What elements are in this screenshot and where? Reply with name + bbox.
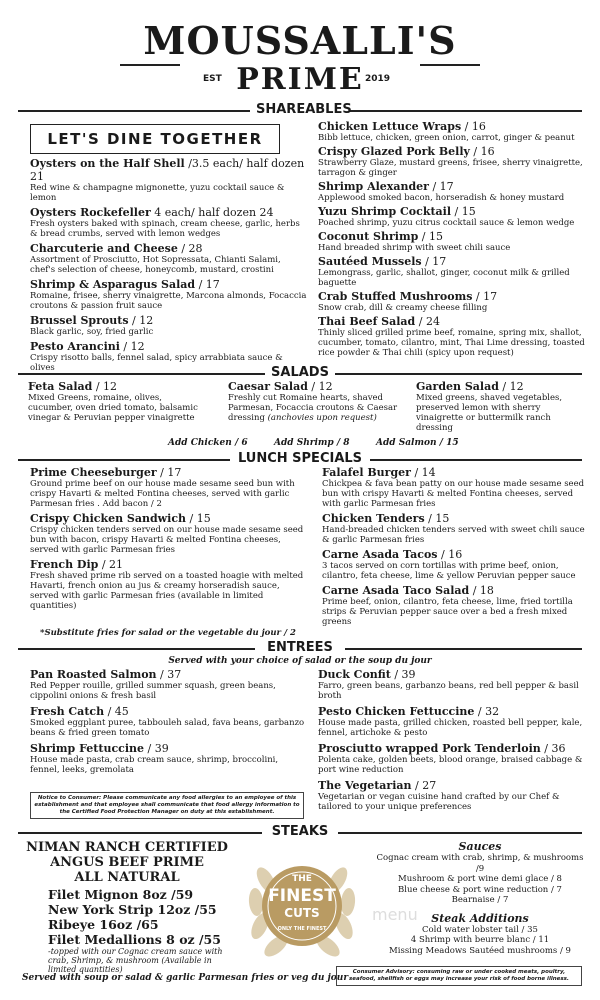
item-price: / 15 [186,512,211,525]
steaks-list [22,840,232,974]
item-desc: Polenta cake, golden beets, blood orange, braised cabbage & port wine reduction [318,755,583,775]
item-desc: Ground prime beef on our house made sesame seed bun with crispy Havarti & melted Fontina cheeses, served with garlic Parmesan fries . Add bacon / 2 [30,479,295,509]
section-salads: SALADS [265,365,335,380]
list-item [30,512,310,555]
list-item [322,584,588,627]
entrees-subtitle: Served with your choice of salad or the soup du jour [168,656,432,666]
consumer-advisory: Consumer Advisory: consuming raw or under cooked meats, poultry, seafood, shellfish or eggs may increase your risk of food borne illness. [336,966,582,986]
seal-cuts-text: CUTS [284,906,320,920]
steak-item: Filet Medallions 8 oz /55 [48,932,221,947]
shareables-right-list [318,120,586,360]
item-name: French Dip [30,558,99,571]
item-desc: Bibb lettuce, chicken, green onion, carrot, ginger & peanut [318,133,575,143]
section-lunch: LUNCH SPECIALS [230,451,370,466]
item-price: 4 each/ half dozen 24 [150,206,274,219]
item-desc: Hand-breaded chicken tenders served with sweet chili sauce & garlic Parmesan fries [322,525,585,545]
item-desc: Crispy risotto balls, fennel salad, spicy arrabbiata sauce & olives [30,353,283,373]
item-price: / 16 [469,145,495,158]
item-name: Garden Salad [416,380,499,393]
item-price: / 16 [437,548,463,561]
item-price: / 15 [424,512,450,525]
seal-finest-text: FINEST [268,886,336,906]
item-name: Shrimp Fettuccine [30,742,145,755]
dine-together-banner: LET'S DINE TOGETHER [30,124,280,154]
item-name: Shrimp Alexander [318,180,429,193]
item-name: Charcuterie and Cheese [30,242,178,255]
item-name: Shrimp & Asparagus Salad [30,278,196,291]
item-price: / 17 [421,255,447,268]
item-name: Duck Confit [318,668,391,681]
medallion-note: -topped with our Cognac cream sauce with crab, Shrimp, & mushroom (Available in limited quantities) [48,947,223,974]
item-name: Chicken Tenders [322,512,425,525]
item-price: / 27 [411,779,437,792]
item-name: Crab Stuffed Mushrooms [318,290,473,303]
list-item [318,180,586,203]
list-item [30,242,308,275]
item-price: / 12 [128,314,154,327]
item-price: / 39 [390,668,416,681]
item-name: Coconut Shrimp [318,230,419,243]
item-desc: Freshly cut Romaine hearts, shaved Parmesan, Focaccia croutons & Caesar dressing [228,393,398,423]
item-price: / 45 [104,705,129,718]
steak-title-1: NIMAN RANCH CERTIFIED [26,840,228,855]
list-item [30,668,308,701]
item-name: Prime Cheeseburger [30,466,157,479]
item-desc: Farro, green beans, garbanzo beans, red bell pepper & basil broth [318,681,579,701]
item-desc: Fresh oysters baked with spinach, cream cheese, garlic, herbs & bread crumbs, served with lemon wedges [30,219,300,239]
list-item [318,742,588,775]
item-price: / 28 [177,242,203,255]
item-desc: Thinly sliced grilled prime beef, romaine, spring mix, shallot, cucumber, tomato, cilantro, mint, Thai Lime dressing, toasted rice powder & Thai chili (spicy upon request) [318,328,585,358]
item-price: / 14 [410,466,436,479]
entrees-left-list [30,668,308,779]
sauces-block [372,840,588,956]
item-desc: Vegetarian or vegan cuisine hand crafted by our Chef & tailored to your unique preferences [318,792,560,812]
item-desc: House made pasta, crab cream sauce, shrimp, broccolini, fennel, leeks, gremolata [30,755,279,775]
list-item [30,742,308,775]
item-name: Oysters Rockefeller [30,206,151,219]
item-name: Pan Roasted Salmon [30,668,157,681]
allergy-notice: Notice to Consumer: Please communicate any food allergies to an employee of this establishment and that employee shall communicate that food allergy information to the Certified Food Protection Manager on duty at this establishment. [30,792,304,819]
item-price: / 17 [428,180,454,193]
section-steaks: STEAKS [262,824,338,839]
item-price: / 15 [451,205,476,218]
addition-item: Missing Meadows Sautéed mushrooms / 9 [389,945,571,956]
add-salmon: Add Salmon / 15 [376,438,459,448]
item-desc: Mixed greens, shaved vegetables, preserved lemon with sherry vinaigrette or buttermilk ranch dressing [416,393,563,433]
item-price: / 12 [307,380,333,393]
list-item [322,466,588,509]
item-price: / 16 [461,120,486,133]
item-price: / 37 [156,668,182,681]
item-price: / 21 [98,558,124,571]
item-desc: Crispy chicken tenders served on our house made sesame seed bun with bacon, crispy Havarti & melted Fontina cheeses, served with garlic Parmesan fries [30,525,304,555]
item-name: Pesto Chicken Fettuccine [318,705,475,718]
section-shareables: SHAREABLES [250,102,350,117]
item-name: Carne Asada Taco Salad [322,584,470,597]
steak-item: Filet Mignon 8oz /59 [48,887,194,902]
list-item [318,145,586,178]
item-name: Falafel Burger [322,466,411,479]
steak-item: New York Strip 12oz /55 [48,902,217,917]
seal-ring-text: ONLY THE FINEST [277,926,327,932]
item-desc: Mixed Greens, romaine, olives, cucumber, oven dried tomato, balsamic vinegar & Peruvian pepper vinaigrette [28,393,198,423]
item-name: Carne Asada Tacos [322,548,438,561]
list-item [30,157,308,203]
finest-cuts-seal [236,840,368,972]
item-name: Caesar Salad [228,380,308,393]
item-name: Oysters on the Half Shell [30,157,185,170]
item-desc: Snow crab, dill & creamy cheese filling [318,303,488,313]
item-desc: Hand breaded shrimp with sweet chili sauce [318,243,511,253]
item-name: Fresh Catch [30,705,105,718]
addition-item: 4 Shrimp with beurre blanc / 11 [410,935,550,945]
steak-title-2: ANGUS BEEF PRIME [50,855,204,870]
lunch-substitute-note: *Substitute fries for salad or the vegetable du jour / 2 [40,628,296,638]
item-price: / 15 [418,230,443,243]
list-item [318,205,586,228]
item-note: (anchovies upon request) [267,413,377,423]
list-item [30,314,308,337]
addition-item: Cold water lobster tail / 35 [422,924,538,935]
list-item [318,315,586,358]
item-name: The Vegetarian [318,779,412,792]
section-entrees: ENTREES [255,640,345,655]
sauce-item: Cognac cream with crab, shrimp, & mushrooms /9 [376,853,584,874]
item-desc: Chickpea & fava bean patty on our house made sesame seed bun with crispy Havarti & melted Fontina cheeses, served with garlic Parmesan fries [322,479,585,509]
add-chicken: Add Chicken / 6 [168,438,248,448]
lunch-left-list [30,466,310,614]
item-price: / 32 [474,705,500,718]
item-price: / 39 [144,742,169,755]
item-desc: Red Pepper rouille, grilled summer squash, green beans, cippolini onions & fresh basil [30,681,276,701]
salad-caesar [228,380,404,423]
steak-item: Ribeye 16oz /65 [48,917,159,932]
item-name: Brussel Sprouts [30,314,129,327]
item-name: Yuzu Shrimp Cocktail [318,205,452,218]
sauce-item: Bearnaise / 7 [451,895,509,905]
est-year: 2019 [365,74,391,84]
list-item [318,668,588,701]
est-label: EST [203,74,222,84]
item-name: Prosciutto wrapped Pork Tenderloin [318,742,541,755]
item-desc: Lemongrass, garlic, shallot, ginger, coconut milk & grilled baguette [318,268,570,288]
item-desc: Poached shrimp, yuzu citrus cocktail sauce & lemon wedge [318,218,575,228]
item-price: / 17 [195,278,220,291]
item-price: / 24 [415,315,440,328]
item-desc: Assortment of Prosciutto, Hot Sopressata, Chianti Salami, chef's selection of cheese, honeycomb, mustard, crostini [30,255,281,275]
steaks-served-note: Served with soup or salad & garlic Parmesan fries or veg du jour [22,973,349,983]
list-item [318,705,588,738]
item-price: / 18 [469,584,494,597]
steak-title-3: ALL NATURAL [74,870,180,885]
item-name: Pesto Arancini [30,340,120,353]
watermark: menu [372,905,418,924]
list-item [30,466,310,509]
item-name: Sautéed Mussels [318,255,422,268]
list-item [30,206,308,239]
item-name: Crispy Chicken Sandwich [30,512,187,525]
list-item [322,548,588,581]
list-item [30,558,310,611]
sauces-title: Sauces [458,840,502,853]
entrees-right-list [318,668,588,816]
item-desc: Prime beef, onion, cilantro, feta cheese, lime, fried tortilla strips & Peruvian pepper sauce over a bed a fresh mixed greens [322,597,573,627]
item-desc: House made pasta, grilled chicken, roasted bell pepper, kale, fennel, artichoke & pesto [318,718,583,738]
salad-garden [416,380,588,433]
restaurant-name: MOUSSALLI'S [143,18,457,63]
item-name: Chicken Lettuce Wraps [318,120,462,133]
list-item [318,779,588,812]
item-desc: Romaine, frisee, sherry vinaigrette, Marcona almonds, Focaccia croutons & passion fruit sauce [30,291,307,311]
item-price: /3.5 each/ half dozen 21 [30,157,305,183]
list-item [30,705,308,738]
list-item [318,230,586,253]
item-price: / 17 [156,466,182,479]
item-name: Crispy Glazed Pork Belly [318,145,470,158]
item-price: / 17 [472,290,498,303]
additions-title: Steak Additions [431,911,529,925]
salad-feta [28,380,208,423]
item-desc: Applewood smoked bacon, horseradish & honey mustard [318,193,565,203]
sauce-item: Mushroom & port wine demi glace / 8 [398,874,562,884]
item-price: / 12 [92,380,118,393]
item-desc: Smoked eggplant puree, tabbouleh salad, fava beans, garbanzo beans & fried green tomato [30,718,305,738]
item-price: / 36 [540,742,566,755]
list-item [318,290,586,313]
sauce-item: Blue cheese & port wine reduction / 7 [398,884,562,895]
list-item [322,512,588,545]
item-name: Thai Beef Salad [318,315,416,328]
item-name: Feta Salad [28,380,93,393]
list-item [318,120,586,143]
shareables-left-list [30,157,308,376]
list-item [30,278,308,311]
item-desc: Black garlic, soy, fried garlic [30,327,154,337]
item-desc: Strawberry Glaze, mustard greens, frisee, sherry vinaigrette, tarragon & ginger [318,158,583,178]
item-price: / 12 [498,380,524,393]
item-desc: Fresh shaved prime rib served on a toasted hoagie with melted Havarti, french onion au jus & creamy horseradish sauce, served with garlic Parmesan fries (available in limited quantities) [30,571,304,611]
add-shrimp: Add Shrimp / 8 [274,438,350,448]
lunch-right-list [322,466,588,630]
item-price: / 12 [119,340,145,353]
seal-top-text: THE [292,874,312,884]
restaurant-sub: PRIME [236,62,364,97]
item-desc: 3 tacos served on corn tortillas with prime beef, onion, cilantro, feta cheese, lime & yellow Peruvian pepper sauce [322,561,576,581]
item-desc: Red wine & champagne mignonette, yuzu cocktail sauce & lemon [30,183,285,203]
list-item [318,255,586,288]
